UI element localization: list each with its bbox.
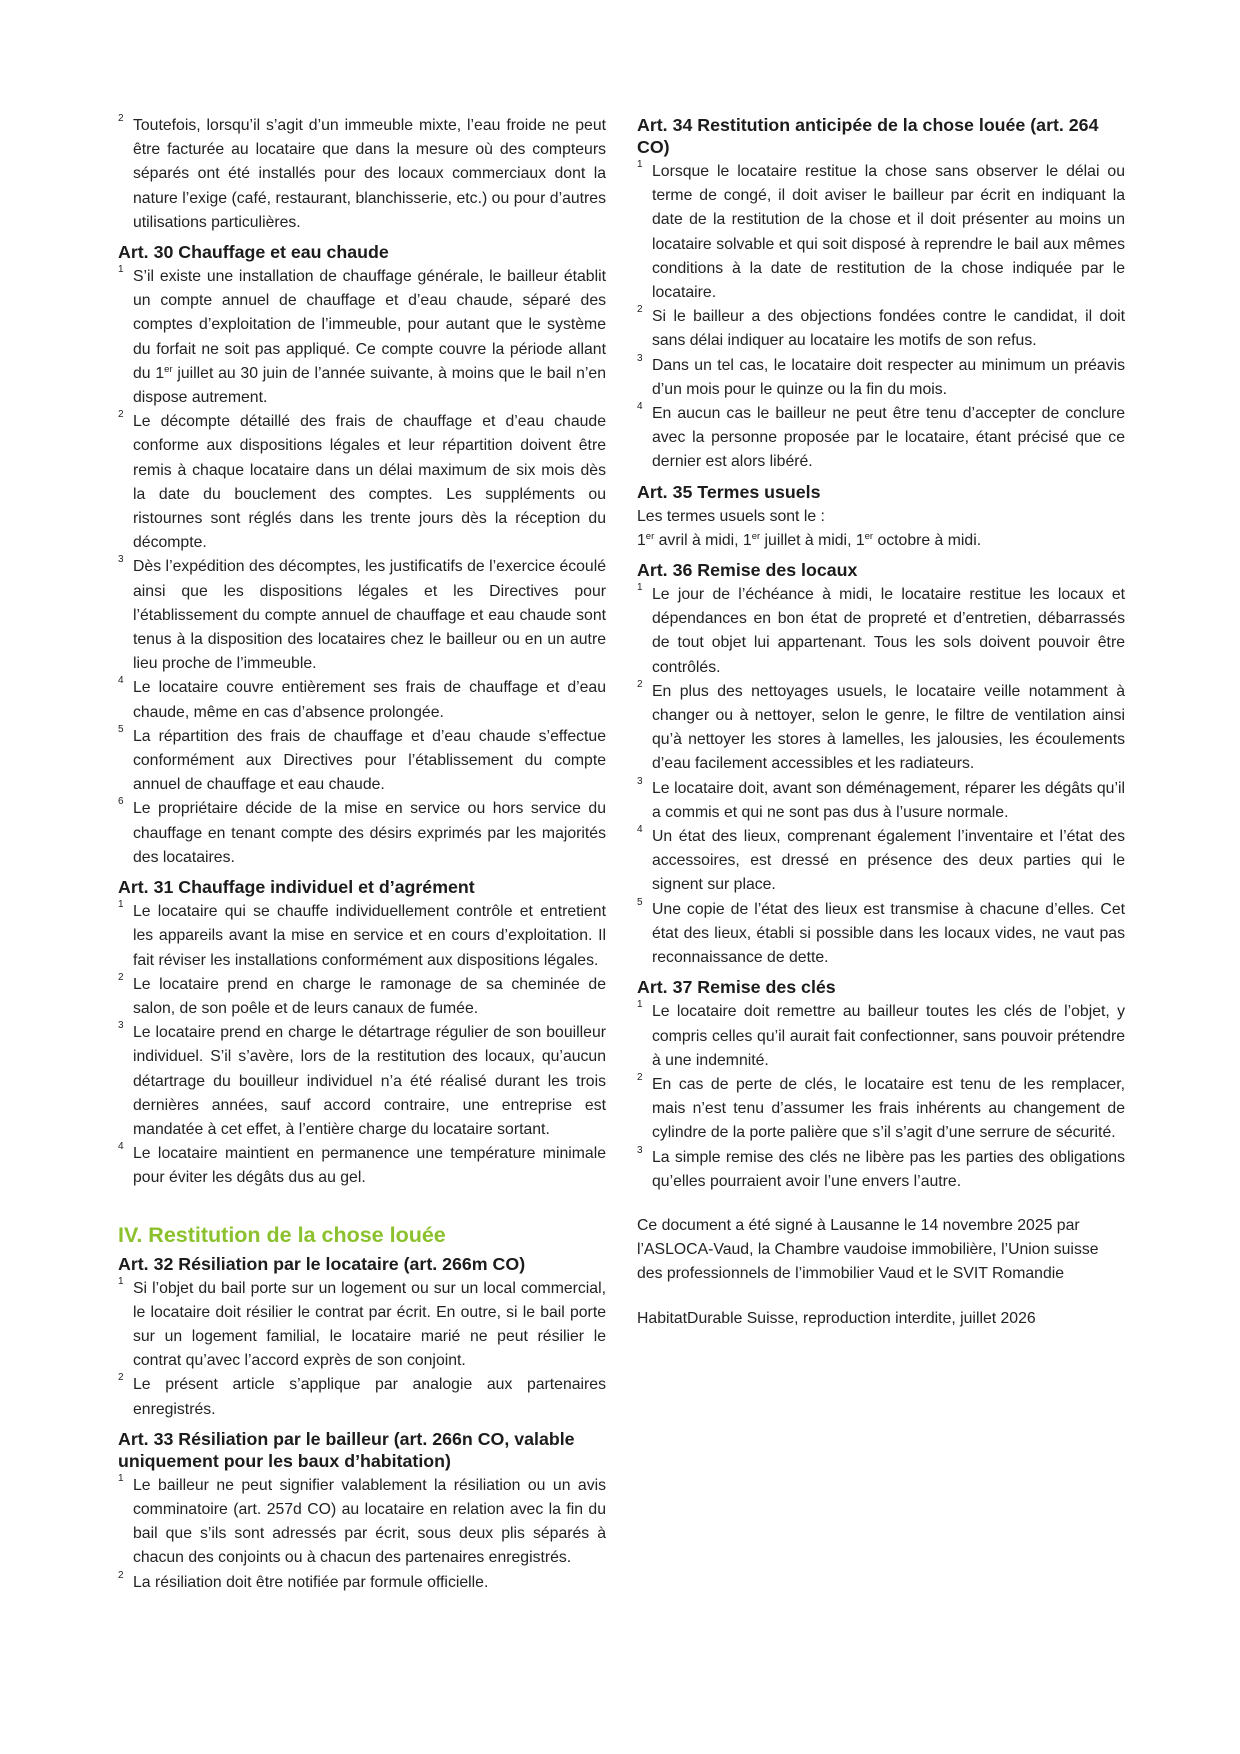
art37-paragraph-3 [637,1146,1125,1194]
paragraph-text: Le jour de l’échéance à midi, le locataire restitue les locaux et dépendances en bon état de propreté et d’entretien, débarrassés de tout objet lui appartenant. Tous les sols doivent pouvoir être contrôlés. [652,586,1125,676]
paragraph-number: 2 [118,409,124,421]
art33-title: Art. 33 Résiliation par le bailleur (art. 266n CO, valable uniquement pour les baux d’habitation) [118,1428,575,1471]
art29-paragraph-2 [118,114,606,235]
paragraph-number: 2 [118,1372,124,1384]
paragraph-text: En aucun cas le bailleur ne peut être tenu d’accepter de conclure avec la personne proposée par le locataire, étant précisé que ce dernier est alors libéré. [652,405,1125,471]
paragraph-text: Le locataire prend en charge le détartrage régulier de son bouilleur individuel. S’il s’avère, lors de la restitution des locaux, qu’aucun détartrage du bouilleur individuel n’a été réalisé durant les trois dernières années, sauf accord contraire, une entreprise est mandatée à cet effet, à l’entière charge du locataire sortant. [133,1024,606,1138]
art35-intro-line: Les termes usuels sont le : [637,507,825,525]
art37-paragraph-1 [637,1000,1125,1073]
paragraph-text: Dans un tel cas, le locataire doit respecter au minimum un préavis d’un mois pour le quinze ou la fin du mois. [652,356,1125,398]
art30-paragraph-6 [118,797,606,870]
signature-note: Ce document a été signé à Lausanne le 14 novembre 2025 par l’ASLOCA-Vaud, la Chambre vaudoise immobilière, l’Union suisse des professionnels de l’immobilier Vaud et le SVIT Romandie [637,1216,1099,1283]
art32-paragraph-2 [118,1373,606,1421]
paragraph-text: La résiliation doit être notifiée par formule officielle. [133,1573,489,1591]
art36-paragraph-2 [637,680,1125,777]
art30-paragraph-4 [118,676,606,724]
art36-paragraph-1 [637,583,1125,680]
art31-paragraph-1 [118,900,606,973]
section-iv-heading: IV. Restitution de la chose louée [118,1222,446,1247]
paragraph-number: 3 [118,1020,124,1032]
paragraph-number: 1 [118,1472,124,1484]
paragraph-text: Le locataire maintient en permanence une température minimale pour éviter les dégâts dus au gel. [133,1145,606,1187]
term-text: octobre à midi. [873,531,982,549]
paragraph-number: 2 [118,1569,124,1581]
paragraph-text: Le décompte détaillé des frais de chauffage et d’eau chaude conforme aux dispositions légales et leur répartition doivent être remis à chaque locataire dans un délai maximum de six mois dès la date du bouclement des comptes. Les suppléments ou ristournes sont réglés dans les trente jours dès la réception du décompte. [133,413,606,552]
paragraph-number: 4 [637,824,643,836]
art36-paragraph-5 [637,898,1125,971]
copyright-note: HabitatDurable Suisse, reproduction interdite, juillet 2026 [637,1309,1036,1327]
paragraph-number: 5 [637,896,643,908]
art30-paragraph-1 [118,265,606,410]
art34-paragraph-2 [637,305,1125,353]
art31-paragraph-3 [118,1021,606,1142]
paragraph-text: Le locataire qui se chauffe individuellement contrôle et entretient les appareils avant la mise en service et en cours d’exploitation. Il fait réviser les installations conformément aux dispositions légales. [133,903,606,969]
paragraph-number: 6 [118,796,124,808]
art36-title: Art. 36 Remise des locaux [637,560,858,581]
art33-paragraph-2 [118,1571,606,1595]
art30-paragraph-5 [118,725,606,798]
art31-paragraph-2 [118,973,606,1021]
art34-title: Art. 34 Restitution anticipée de la chose louée (art. 264 CO) [637,115,1099,157]
term-text: juillet à midi, 1 [760,531,865,549]
art37-paragraph-2 [637,1073,1125,1146]
paragraph-number: 2 [118,971,124,983]
paragraph-number: 2 [637,1071,643,1083]
paragraph-text: En plus des nettoyages usuels, le locataire veille notamment à changer ou à nettoyer, selon le genre, le filtre de ventilation ainsi qu’à nettoyer les stores à lamelles, les jalousies, les écoulements d’eau facilement accessibles et les radiateurs. [652,682,1125,773]
term-text: 1 [637,531,646,549]
paragraph-number: 1 [637,582,643,594]
paragraph-text: La simple remise des clés ne libère pas les parties des obligations qu’elles pourraient avoir l’une envers l’autre. [652,1148,1125,1190]
paragraph-text: Le présent article s’applique par analogie aux partenaires enregistrés. [133,1376,606,1418]
paragraph-number: 2 [637,678,643,690]
paragraph-number: 4 [118,1141,124,1153]
paragraph-number: 2 [118,113,124,124]
left-column [118,114,606,1595]
paragraph-text: Le bailleur ne peut signifier valablement la résiliation ou un avis comminatoire (art. 257d CO) au locataire en relation avec la fin du bail que s’ils sont adressés par écrit, sous deux plis séparés à chacun des conjoints ou à chacun des partenaires enregistrés. [133,1476,606,1567]
superscript: er [751,530,761,542]
art35-title: Art. 35 Termes usuels [637,481,821,502]
spacer [637,1287,1125,1307]
paragraph-text-b: juillet au 30 juin de l’année suivante, à moins que le bail n’en dispose autrement. [133,364,606,407]
paragraph-text-a: S’il existe une installation de chauffage générale, le bailleur établit un compte annuel de chauffage et d’eau chaude, séparé des comptes d’exploitation de l’immeuble, pour autant que le système du forfait ne soit pas appliqué. Ce compte couvre la période allant du 1 [133,268,606,382]
art33-paragraph-1 [118,1474,606,1571]
right-column [637,114,1125,1331]
art35-terms-line [637,529,1125,553]
art31-paragraph-4 [118,1142,606,1190]
paragraph-number: 3 [637,352,643,364]
art30-title: Art. 30 Chauffage et eau chaude [118,242,389,263]
paragraph-text: Si le bailleur a des objections fondées contre le candidat, il doit sans délai indiquer au locataire les motifs de son refus. [652,308,1125,350]
paragraph-number: 3 [637,775,643,787]
art34-paragraph-4 [637,402,1125,475]
paragraph-text: Le locataire prend en charge le ramonage de sa cheminée de salon, de son poêle et de leurs canaux de fumée. [133,975,606,1017]
paragraph-number: 1 [118,899,124,911]
paragraph-number: 2 [637,304,643,316]
spacer [637,1194,1125,1214]
superscript: er [864,530,874,542]
art36-paragraph-4 [637,825,1125,898]
paragraph-text: Le propriétaire décide de la mise en service ou hors service du chauffage en tenant compte des désirs exprimés par les majorités des locataires. [133,800,606,866]
art37-title: Art. 37 Remise des clés [637,977,836,998]
paragraph-text: Le locataire couvre entièrement ses frais de chauffage et d’eau chaude, même en cas d’absence prolongée. [133,679,606,721]
art34-paragraph-3 [637,354,1125,402]
art32-paragraph-1 [118,1277,606,1374]
paragraph-text: Lorsque le locataire restitue la chose sans observer le délai ou terme de congé, il doit aviser le bailleur par écrit en indiquant la date de la restitution de la chose et il doit présenter au moins un locataire solvable et qui soit disposé à reprendre le bail aux mêmes conditions à la date de restitution de la chose indiquée par le locataire. [652,163,1125,302]
superscript: er [645,530,655,542]
art36-paragraph-3 [637,777,1125,825]
term-text: avril à midi, 1 [654,531,752,549]
art31-title: Art. 31 Chauffage individuel et d’agrément [118,877,475,898]
paragraph-number: 3 [637,1144,643,1156]
paragraph-text: En cas de perte de clés, le locataire est tenu de les remplacer, mais n’est tenu d’assumer les frais inhérents au changement de cylindre de la porte palière que s’il s’agit d’une serrure de sécurité. [652,1075,1125,1142]
paragraph-text: Un état des lieux, comprenant également l’inventaire et l’état des accessoires, est dressé en présence des deux parties qui le signent sur place. [652,828,1125,894]
paragraph-text: Une copie de l’état des lieux est transmise à chacune d’elles. Cet état des lieux, établi si possible dans les locaux vides, ne vaut pas reconnaissance de dette. [652,900,1125,967]
paragraph-text: Si l’objet du bail porte sur un logement ou sur un local commercial, le locataire doit résilier le contrat par écrit. En outre, si le bail porte sur un logement familial, le locataire marié ne peut résilier le contrat qu’avec l’accord exprès de son conjoint. [133,1279,606,1370]
art34-paragraph-1 [637,160,1125,305]
paragraph-number: 3 [118,554,124,566]
paragraph-number: 5 [118,723,124,735]
paragraph-text: Le locataire doit, avant son déménagement, réparer les dégâts qu’il a commis et qui ne sont pas dus à l’usure normale. [652,779,1125,821]
paragraph-number: 1 [118,1275,124,1287]
paragraph-number: 4 [637,401,643,413]
paragraph-text: Toutefois, lorsqu’il s’agit d’un immeuble mixte, l’eau froide ne peut être facturée au locataire que dans la mesure où des compteurs séparés ont été installés pour des locaux commerciaux dont la nature l’exige (café, restaurant, blanchisserie, etc.) ou pour d’autres utilisations particulières. [133,117,606,231]
paragraph-number: 4 [118,675,124,687]
art30-paragraph-3 [118,555,606,676]
superscript: er [164,363,173,375]
paragraph-number: 1 [637,159,643,170]
paragraph-number: 1 [637,999,643,1011]
paragraph-number: 1 [118,264,124,276]
paragraph-text: Dès l’expédition des décomptes, les justificatifs de l’exercice écoulé ainsi que les dispositions légales et les Directives pour l’établissement du compte annuel de chauffage et eau chaude sont tenus à la disposition des locataires chez le bailleur ou en un autre lieu proche de l’immeuble. [133,558,606,673]
paragraph-text: La répartition des frais de chauffage et d’eau chaude s’effectue conformément aux Directives pour l’établissement du compte annuel de chauffage et eau chaude. [133,727,606,794]
paragraph-text: Le locataire doit remettre au bailleur toutes les clés de l’objet, y compris celles qu’il aurait fait confectionner, sans pouvoir prétendre à une indemnité. [652,1003,1125,1069]
art30-paragraph-2 [118,410,606,555]
art32-title: Art. 32 Résiliation par le locataire (art. 266m CO) [118,1253,526,1274]
